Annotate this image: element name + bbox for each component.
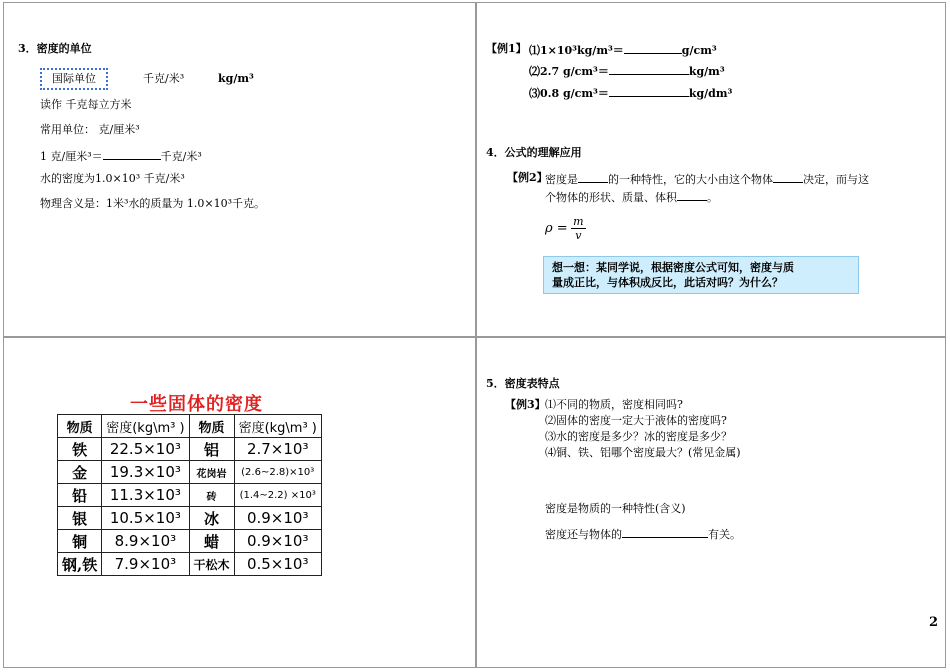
example-1-item-1 [529,42,717,58]
table-header-row [58,415,322,438]
example-2-line-1 [545,171,869,187]
cell-density: (2.6~2.8)×10³ [234,461,321,484]
conversion-right: 千克/米³ [160,150,202,163]
formula-fraction [571,215,585,242]
conversion-blank [103,148,161,160]
read-as-text: 读作 千克每立方米 [40,98,132,111]
example-3-item-4: ⑷铜、铁、铝哪个密度最大？(常见金属) [545,446,741,459]
intl-unit-symbol: kg/m³ [218,72,254,85]
density-formula [545,215,586,242]
table-row [58,507,322,530]
table-row [58,484,322,507]
physical-meaning-text: 物理含义是：1米³水的质量为 1.0×10³千克。 [40,197,266,210]
header-substance-1: 物质 [58,415,102,438]
table-row [58,553,322,576]
ex1-2-blank [609,63,689,75]
cell-substance: 干松木 [189,553,234,576]
cell-density: 0.9×10³ [234,530,321,553]
example-3-item-3: ⑶水的密度是多少？冰的密度是多少？ [545,430,732,443]
example-2-tag: 【例2】 [507,171,548,184]
table-row [58,438,322,461]
ex1-3-left: ⑶0.8 g/cm³＝ [529,87,609,100]
page-number: 2 [928,615,938,630]
cell-substance: 铁 [58,438,102,461]
summary-line-1: 密度是物质的一种特性(含义) [545,502,686,515]
cell-density: 8.9×10³ [102,530,189,553]
formula-lhs: ρ = [545,221,568,236]
ex1-2-right: kg/m³ [688,65,725,78]
cell-density: 22.5×10³ [102,438,189,461]
cell-substance: 蜡 [189,530,234,553]
cell-substance: 铝 [189,438,234,461]
ex2-blank-2 [773,171,803,183]
hint-line-1: 想一想：某同学说，根据密度公式可知，密度与质 [552,261,794,274]
cell-substance: 铜 [58,530,102,553]
table-row [58,461,322,484]
table-row [58,530,322,553]
ex2-blank-1 [578,171,608,183]
summary-line-2 [545,526,741,542]
section-3-heading: 3．密度的单位 [18,42,92,55]
cell-substance: 铅 [58,484,102,507]
cell-substance: 银 [58,507,102,530]
header-substance-2: 物质 [189,415,234,438]
example-1-item-3 [529,85,732,101]
density-table [57,414,322,576]
cell-substance: 钢,铁 [58,553,102,576]
ex2-blank-3 [677,189,707,201]
summary2-left: 密度还与物体的 [545,528,622,541]
intl-unit-label: 国际单位 [40,68,108,90]
common-unit-text: 常用单位： 克/厘米³ [40,123,140,136]
example-1-tag: 【例1】 [486,42,527,55]
header-density-1: 密度(kg\m³ ) [102,415,189,438]
cell-substance: 金 [58,461,102,484]
formula-denominator: v [575,229,582,242]
ex2-text-c: 决定，而与这 [803,173,869,186]
hint-line-2: 量成正比，与体积成反比，此话对吗？为什么？ [552,276,783,289]
ex1-2-left: ⑵2.7 g/cm³＝ [529,65,609,78]
header-density-2: 密度(kg\m³ ) [234,415,321,438]
table-title: 一些固体的密度 [130,394,263,415]
ex2-text-b: 的一种特性，它的大小由这个物体 [608,173,773,186]
example-3-item-1: ⑴不同的物质，密度相同吗? [545,398,683,411]
think-about-it-box [543,256,859,294]
ex1-1-blank [624,42,682,54]
water-density-text: 水的密度为1.0×10³ 千克/米³ [40,172,185,185]
ex1-1-left: ⑴1×10³kg/m³＝ [529,44,624,57]
cell-density: (1.4~2.2) ×10³ [234,484,321,507]
conversion-line [40,148,202,164]
cell-substance: 花岗岩 [189,461,234,484]
section-4-heading: 4．公式的理解应用 [486,146,582,159]
ex1-3-blank [609,85,689,97]
cell-density: 7.9×10³ [102,553,189,576]
cell-density: 2.7×10³ [234,438,321,461]
ex2-text-a: 密度是 [545,173,578,186]
intl-unit-chinese: 千克/米³ [143,72,185,85]
ex2-text-d: 个物体的形状、质量、体积 [545,191,677,204]
summary2-blank [622,526,708,538]
ex2-text-e: 。 [707,191,718,204]
cell-substance: 冰 [189,507,234,530]
cell-density: 10.5×10³ [102,507,189,530]
conversion-left: 1 克/厘米³＝ [40,150,103,163]
example-1-item-2 [529,63,725,79]
summary2-right: 有关。 [708,528,741,541]
cell-density: 19.3×10³ [102,461,189,484]
cell-density: 0.5×10³ [234,553,321,576]
example-3-tag: 【例3】 [505,398,546,411]
example-3-item-2: ⑵固体的密度一定大于液体的密度吗? [545,414,727,427]
ex1-1-right: g/cm³ [681,44,717,57]
section-5-heading: 5．密度表特点 [486,377,560,390]
example-2-line-2 [545,189,718,205]
formula-numerator: m [573,215,584,228]
ex1-3-right: kg/dm³ [688,87,733,100]
cell-density: 11.3×10³ [102,484,189,507]
cell-substance: 砖 [189,484,234,507]
cell-density: 0.9×10³ [234,507,321,530]
